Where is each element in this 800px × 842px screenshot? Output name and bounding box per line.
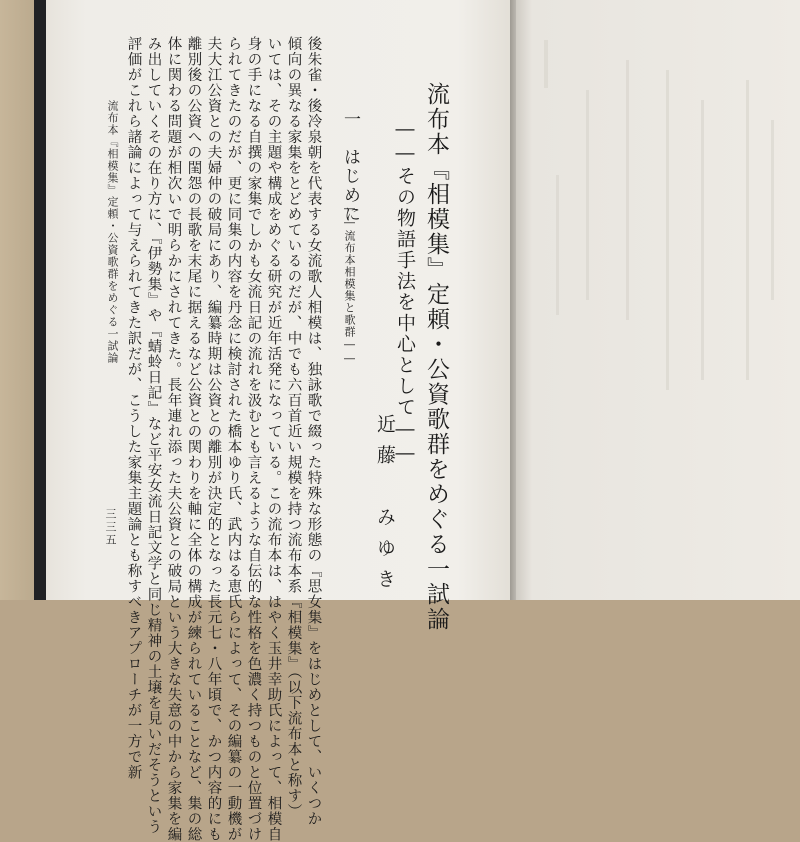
- body-column: 身の手になる自撰の家集でしかも女流日記の流れを汲むとも言えるような自伝的な性格を色濃く持つものと位置づけ: [245, 36, 262, 842]
- article-subtitle: ――その物語手法を中心として――: [394, 118, 416, 466]
- body-column: 体に関わる問題が相次いで明らかにされてきた。長年連れ添った夫公資との破局という大きな失意の中から家集を編: [165, 36, 182, 842]
- article-title: 流布本『相模集』定頼・公資歌群をめぐる一試論: [423, 82, 449, 632]
- bleed-through-mark: [544, 40, 548, 88]
- section-subtitle: ――流布本相模集と歌群――: [343, 202, 356, 366]
- bleed-through-mark: [586, 90, 589, 300]
- body-column: 夫大江公資との夫婦仲の破局にあり、編纂時期は公資との離別が決定的となった長元七・八年頃で、かつ内容的にも: [205, 36, 222, 842]
- bleed-through-mark: [701, 100, 704, 380]
- bleed-through-mark: [556, 175, 559, 315]
- bleed-through-mark: [666, 70, 669, 390]
- body-column: み出していくその在り方に、『伊勢集』や『蜻蛉日記』など平安女流日記文学と同じ精神の土壌を見いだそうという: [145, 36, 162, 835]
- page-number: 三三五: [104, 508, 117, 547]
- body-column: られてきたのだが、更に同集の内容を丹念に検討された橋本ゆり氏、武内はる恵氏らによって、その編纂の一動機が: [225, 36, 242, 842]
- bleed-through-mark: [746, 80, 749, 380]
- section-heading: 一 はじめに: [340, 110, 360, 224]
- body-column: 後朱雀・後冷泉朝を代表する女流歌人相模は、独詠歌で綴った特殊な形態の『思女集』をはじめとして、いくつか: [305, 36, 322, 827]
- author-name: 近藤 みゆき: [374, 414, 396, 600]
- right-page: [516, 0, 800, 600]
- body-column: 評価がこれら諸論によって与えられてきた訳だが、こうした家集主題論とも称すべきアプローチが一方で新: [125, 36, 142, 780]
- running-head: 流布本『相模集』定頼・公資歌群をめぐる一試論: [106, 100, 119, 364]
- bleed-through-mark: [626, 60, 629, 320]
- body-column: いては、その主題や構成をめぐる研究が近年活発になっている。この流布本は、はやく玉井幸助氏によって、相模自: [265, 36, 282, 842]
- body-column: 離別後の公資への閨怨の長歌を末尾に据えるなど公資との関わりを軸に全体の構成が練られていることなど、集の総: [185, 36, 202, 842]
- bleed-through-mark: [771, 120, 774, 300]
- body-column: 傾向の異なる家集をとどめているのだが、中でも六百首近い規模を持つ流布本系『相模集』（以下流布本と称す）: [285, 36, 302, 820]
